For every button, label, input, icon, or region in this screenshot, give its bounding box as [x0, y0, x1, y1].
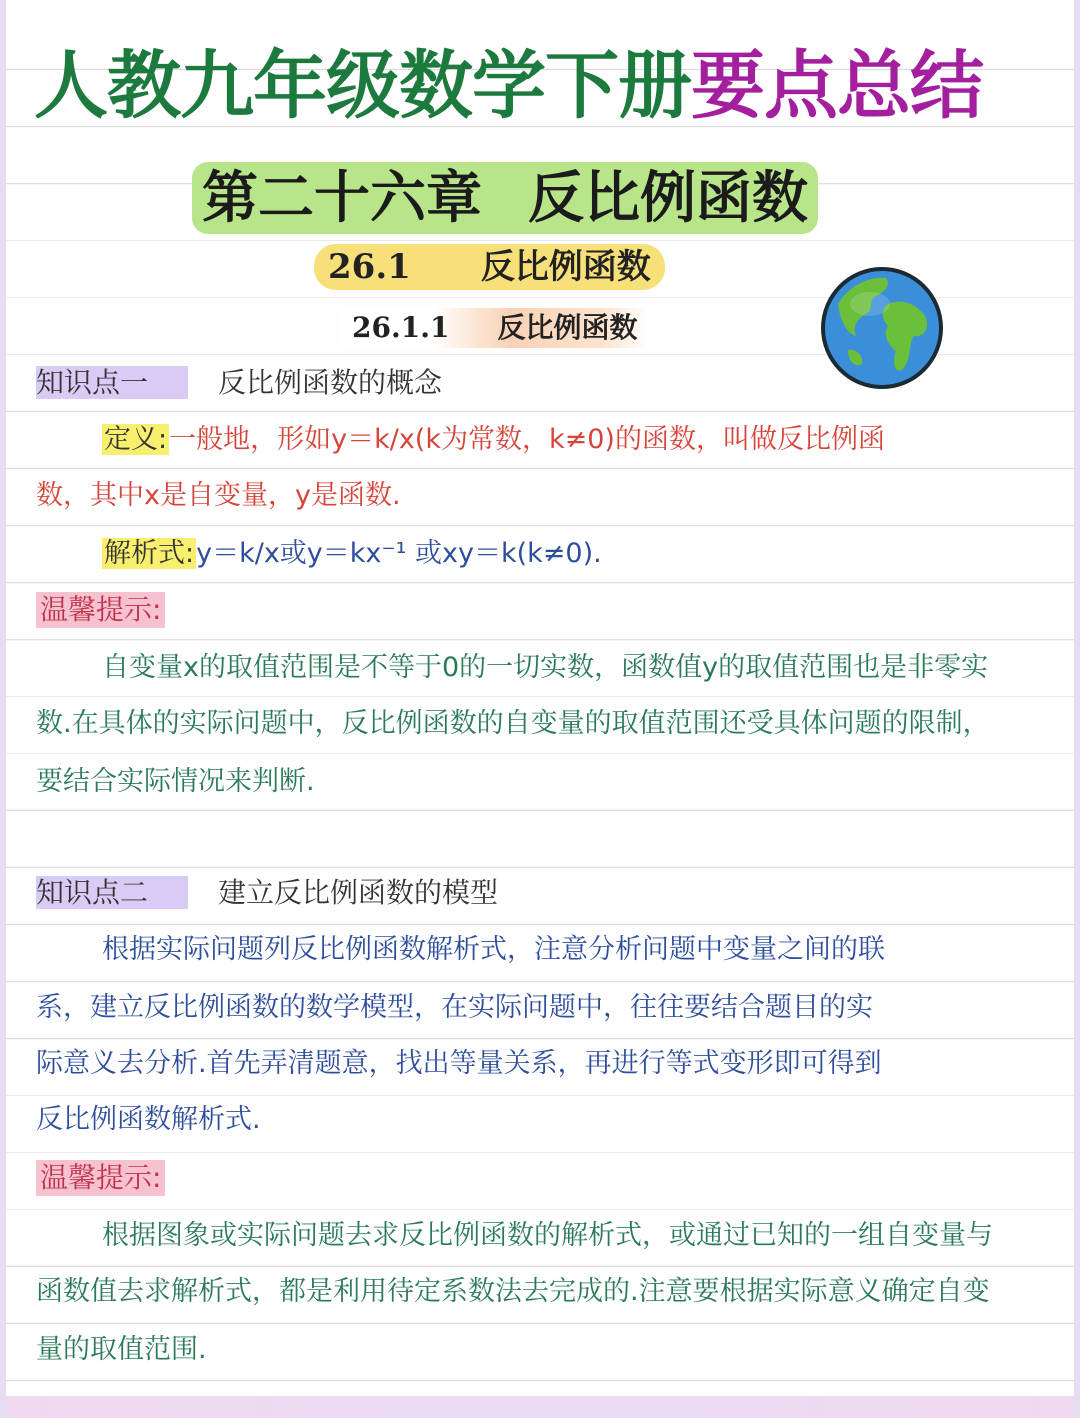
title-part1: 人教九年级数学下册 [34, 43, 691, 129]
page-title [34, 40, 1064, 132]
tip-1-line-2: 数.在具体的实际问题中，反比例函数的自变量的取值范围还受具体问题的限制， [36, 708, 990, 739]
tip-1-line-3: 要结合实际情况来判断. [36, 766, 315, 797]
formula-line [36, 534, 1044, 574]
knowledge-point-2-heading [36, 872, 498, 914]
knowledge-point-1-heading [36, 362, 442, 404]
section-heading [314, 244, 665, 290]
model-line-3: 际意义去分析.首先弄清题意，找出等量关系，再进行等式变形即可得到 [36, 1048, 882, 1079]
subsection-number: 26.1.1 [352, 311, 450, 344]
tip-2-line-2: 函数值去求解析式，都是利用待定系数法去完成的.注意要根据实际意义确定自变 [36, 1276, 990, 1307]
definition-line-1 [36, 420, 1044, 460]
model-line-4: 反比例函数解析式. [36, 1104, 261, 1135]
formula-text: y＝k/x或y＝kx⁻¹ 或xy＝k(k≠0). [196, 538, 602, 569]
knowledge-point-1-title: 反比例函数的概念 [218, 366, 443, 399]
tip-label-2: 温馨提示: [36, 1160, 165, 1196]
knowledge-point-2-label: 知识点二 [36, 876, 188, 909]
section-number: 26.1 [328, 247, 411, 287]
formula-label: 解析式: [104, 538, 195, 569]
tip-1-line-1: 自变量x的取值范围是不等于0的一切实数，函数值y的取值范围也是非零实 [102, 652, 989, 683]
definition-text-2: 数，其中x是自变量，y是函数. [36, 480, 401, 511]
subsection-name: 反比例函数 [497, 311, 638, 344]
knowledge-point-1-label: 知识点一 [36, 366, 188, 399]
tip-2-line-1: 根据图象或实际问题去求反比例函数的解析式，或通过已知的一组自变量与 [102, 1220, 993, 1251]
model-line-2: 系，建立反比例函数的数学模型，在实际问题中，往往要结合题目的实 [36, 992, 873, 1023]
chapter-heading [192, 162, 818, 234]
bottom-border [6, 1396, 1074, 1418]
title-part2: 要点总结 [691, 43, 983, 129]
definition-text-1: 一般地，形如y＝k/x(k为常数，k≠0)的函数，叫做反比例函 [169, 424, 885, 455]
subsection-heading [340, 308, 649, 348]
section-name: 反比例函数 [480, 247, 651, 287]
model-line-1: 根据实际问题列反比例函数解析式，注意分析问题中变量之间的联 [102, 934, 885, 965]
globe-icon [818, 264, 946, 392]
knowledge-point-2-title: 建立反比例函数的模型 [218, 876, 499, 909]
tip-label-1: 温馨提示: [36, 592, 165, 628]
chapter-name: 反比例函数 [528, 165, 808, 231]
tip-2-line-3: 量的取值范围. [36, 1334, 207, 1365]
chapter-label: 第二十六章 [202, 165, 482, 231]
definition-label: 定义: [104, 424, 168, 455]
